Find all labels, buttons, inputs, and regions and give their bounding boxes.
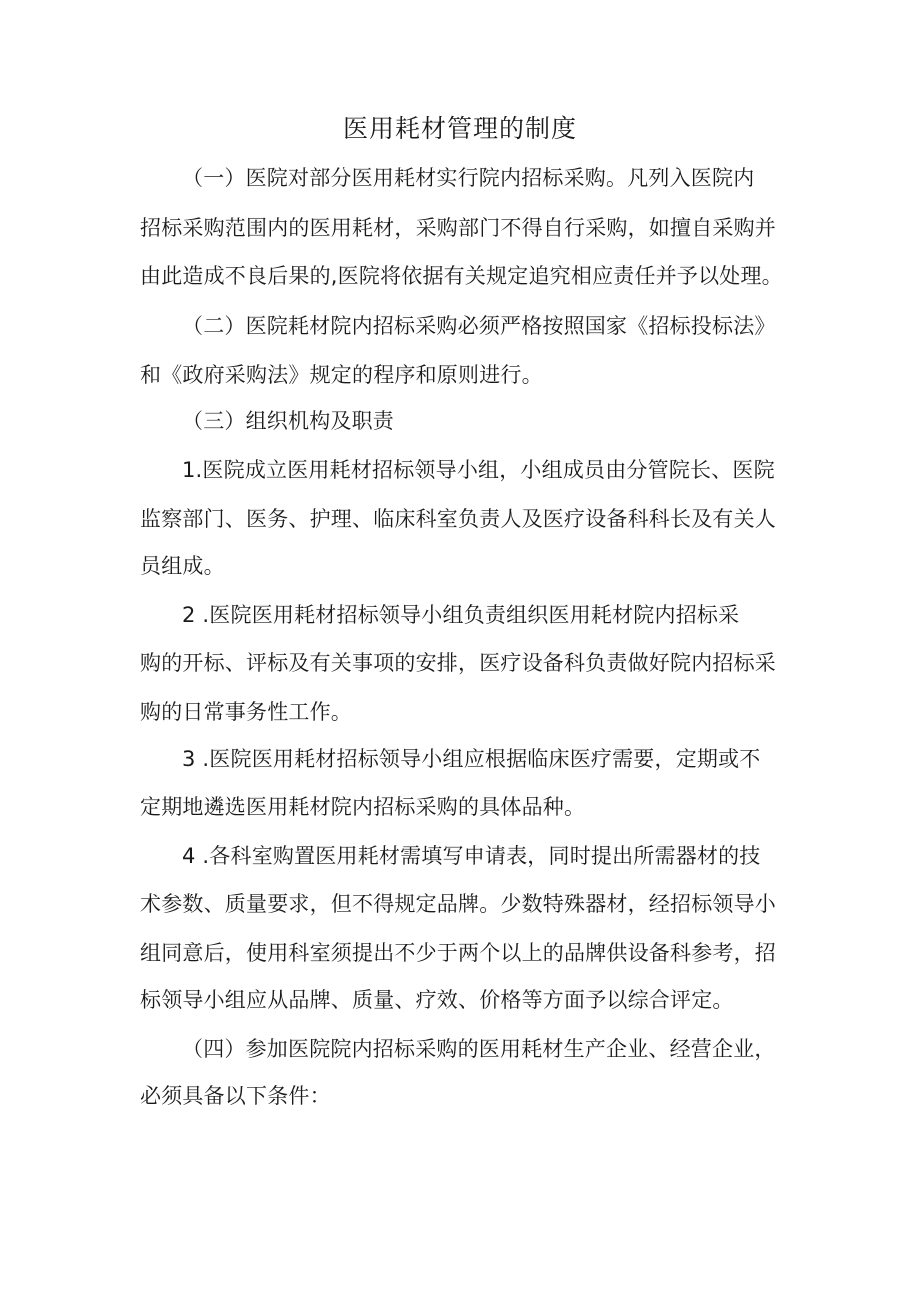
paragraph-line: 4 .各科室购置医用耗材需填写申请表，同时提出所需器材的技 [182,844,761,868]
paragraph-line: 2 .医院医用耗材招标领导小组负责组织医用耗材院内招标采 [182,603,740,627]
paragraph-line: （一）医院对部分医用耗材实行院内招标采购。凡列入医院内 [182,166,755,190]
section-heading: （三）组织机构及职责 [182,409,394,433]
paragraph-line: 监察部门、医务、护理、临床科室负责人及医疗设备科科长及有关人 [140,507,776,531]
paragraph-line: 组同意后，使用科室须提出不少于两个以上的品牌供设备科参考，招 [140,941,776,965]
paragraph-line: 和《政府采购法》规定的程序和原则进行。 [140,363,543,387]
paragraph-line: 3 .医院医用耗材招标领导小组应根据临床医疗需要，定期或不 [182,747,761,771]
paragraph-line: （四）参加医院院内招标采购的医用耗材生产企业、经营企业， [182,1037,776,1061]
paragraph-line: 1.医院成立医用耗材招标领导小组，小组成员由分管院长、医院 [182,458,775,482]
paragraph-line: 招标采购范围内的医用耗材，采购部门不得自行采购，如擅自采购并 [140,216,776,240]
paragraph-line: 术参数、质量要求，但不得规定品牌。少数特殊器材，经招标领导小 [140,892,776,916]
document-title: 医用耗材管理的制度 [342,114,577,143]
paragraph-line: 由此造成不良后果的,医院将依据有关规定追究相应责任并予以处理。 [140,264,783,288]
paragraph-line: 标领导小组应从品牌、质量、疗效、价格等方面予以综合评定。 [140,988,734,1012]
paragraph-line: 员组成。 [140,554,225,578]
paragraph-line: 购的开标、评标及有关事项的安排，医疗设备科负责做好院内招标采 [140,651,776,675]
paragraph-line: 购的日常事务性工作。 [140,700,352,724]
paragraph-line: （二）医院耗材院内招标采购必须严格按照国家《招标投标法》 [182,314,776,338]
paragraph-line: 定期地遴选医用耗材院内招标采购的具体品种。 [140,795,586,819]
paragraph-line: 必须具备以下条件： [140,1084,331,1108]
